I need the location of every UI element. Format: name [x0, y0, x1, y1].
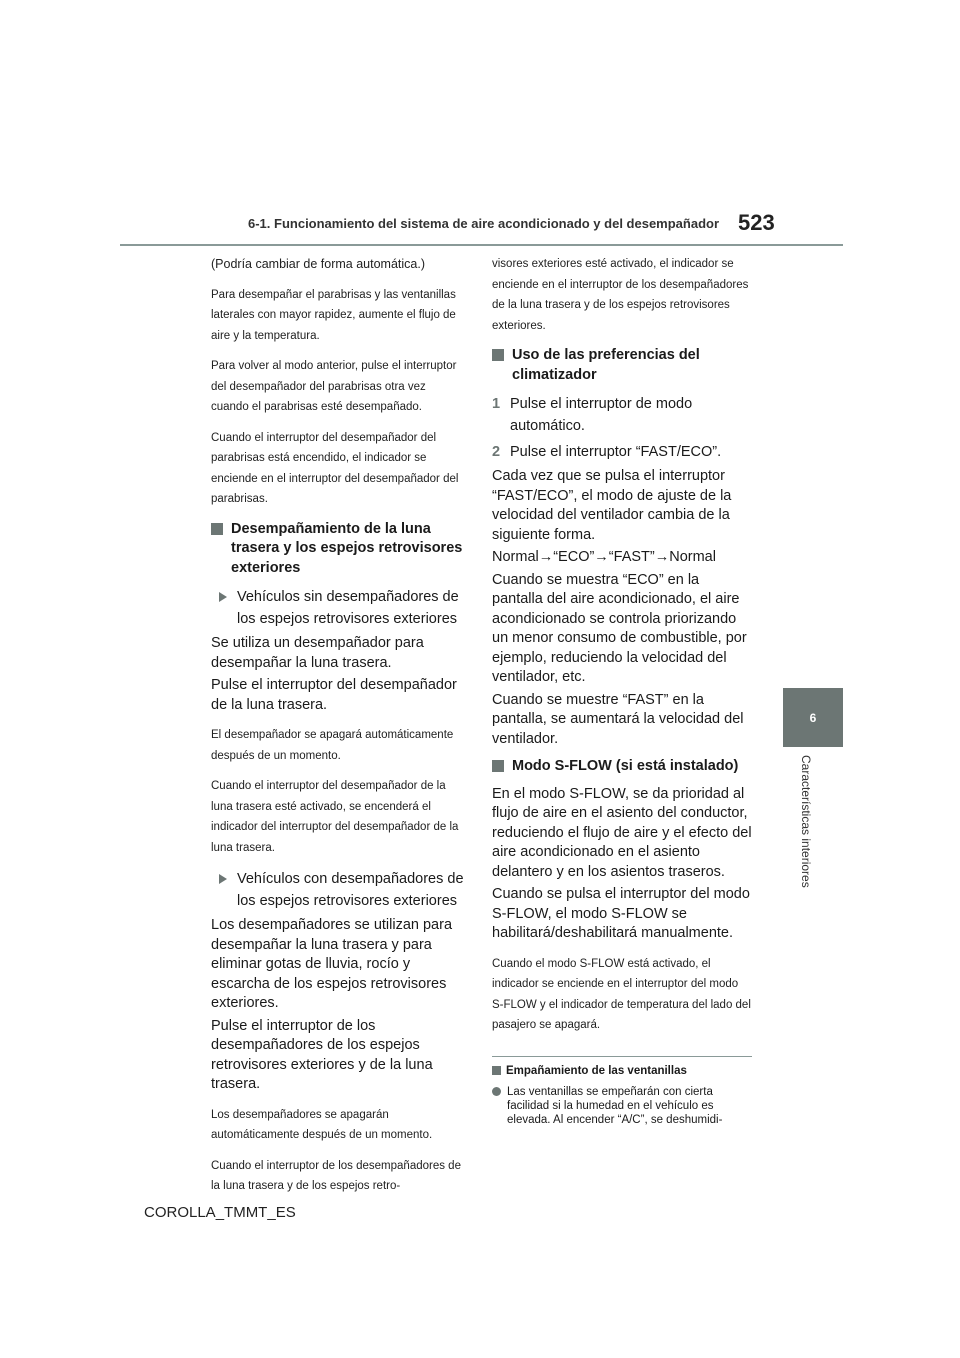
chapter-number: 6	[809, 710, 817, 725]
note-title	[492, 1063, 752, 1079]
paragraph: Los desempañadores se utilizan para desempañar la luna trasera y para eliminar gotas de lluvia, rocío y escarcha de los espejos retrovisores exteriores.	[211, 917, 453, 1011]
paragraph: Normal→“ECO”→“FAST”→Normal	[492, 549, 716, 565]
paragraph: Cuando se pulsa el interruptor del modo S-FLOW, el modo S-FLOW se habilitará/deshabilitará manualmente.	[492, 886, 750, 941]
right-column	[492, 254, 752, 1127]
square-bullet-icon	[492, 349, 504, 361]
document-code: COROLLA_TMMT_ES	[144, 1204, 296, 1221]
square-bullet-icon	[211, 523, 223, 535]
paragraph: Cuando el interruptor del desempañador de la luna trasera esté activado, se encenderá el indicador del interruptor del desempañador de la luna trasera.	[211, 780, 459, 854]
square-bullet-icon	[492, 760, 504, 772]
circle-bullet-icon	[492, 1087, 501, 1096]
step-number: 1	[492, 396, 501, 412]
square-bullet-icon	[492, 1066, 501, 1075]
section-heading	[211, 520, 466, 579]
chapter-label: Características interiores	[799, 755, 813, 888]
paragraph: Cada vez que se pulsa el interruptor “FAST/ECO”, el modo de ajuste de la velocidad del ventilador cambia de la siguiente forma.	[492, 468, 732, 543]
subheading	[211, 586, 466, 630]
section-heading	[492, 757, 752, 777]
step-text: Pulse el interruptor de modo automático.	[510, 396, 693, 434]
note-bullet	[492, 1085, 752, 1127]
note-title-text: Empañamiento de las ventanillas	[506, 1064, 687, 1077]
step-item	[492, 441, 752, 463]
step-item	[492, 393, 752, 437]
subheading-text: Vehículos con desempañadores de los espejos retrovisores exteriores	[237, 871, 464, 909]
paragraph: El desempañador se apagará automáticamente después de un momento.	[211, 729, 454, 762]
page-number: 523	[738, 210, 775, 235]
paragraph: (Podría cambiar de forma automática.)	[211, 257, 425, 271]
section-heading	[492, 346, 752, 385]
left-column	[211, 254, 466, 1207]
heading-text: Modo S-FLOW (si está instalado)	[512, 758, 739, 774]
triangle-bullet-icon	[219, 874, 227, 884]
section-title: 6-1. Funcionamiento del sistema de aire acondicionado y del desempañador	[248, 216, 720, 231]
paragraph: Pulse el interruptor del desempañador de la luna trasera.	[211, 677, 457, 713]
paragraph: Cuando se muestra “ECO” en la pantalla del aire acondicionado, el aire acondicionado se controla priorizando un menor consumo de combustible, por ejemplo, reduciendo la velocidad del ventilador, etc.	[492, 571, 747, 685]
header-divider	[120, 244, 843, 246]
paragraph: Pulse el interruptor de los desempañadores de los espejos retrovisores exteriores y de la luna trasera.	[211, 1017, 433, 1092]
note-divider	[492, 1056, 752, 1057]
paragraph: Cuando el interruptor de los desempañadores de la luna trasera y de los espejos retro-	[211, 1159, 461, 1192]
step-text: Pulse el interruptor “FAST/ECO”.	[510, 444, 722, 460]
paragraph: Cuando se muestre “FAST” en la pantalla, se aumentará la velocidad del ventilador.	[492, 691, 744, 747]
chapter-tab[interactable]	[783, 688, 843, 747]
subheading	[211, 868, 466, 912]
paragraph: visores exteriores esté activado, el indicador se enciende en el interruptor de los desempañadores de la luna trasera y de los espejos retrovisores exteriores.	[492, 258, 749, 332]
subheading-text: Vehículos sin desempañadores de los espejos retrovisores exteriores	[237, 589, 459, 627]
paragraph: En el modo S-FLOW, se da prioridad al flujo de aire en el asiento del conductor, reduciendo el flujo de aire y el efecto del aire acondicionado en el asiento delantero y en los asientos traseros.	[492, 785, 752, 880]
heading-text: Desempañamiento de la luna trasera y los espejos retrovisores exteriores	[231, 520, 463, 576]
triangle-bullet-icon	[219, 592, 227, 602]
paragraph: Para desempañar el parabrisas y las ventanillas laterales con mayor rapidez, aumente el flujo de aire y la temperatura.	[211, 288, 456, 342]
note-bullet-text: Las ventanillas se empeñarán con cierta facilidad si la humedad en el vehículo es elevada. Al encender “A/C”, se deshumidi-	[507, 1085, 723, 1126]
paragraph: Cuando el interruptor del desempañador del parabrisas está encendido, el indicador se enciende en el interruptor del desempañador del parabrisas.	[211, 431, 459, 505]
step-number: 2	[492, 444, 501, 460]
paragraph: Los desempañadores se apagarán automáticamente después de un momento.	[211, 1108, 433, 1141]
heading-text: Uso de las preferencias del climatizador	[512, 347, 700, 383]
paragraph: Se utiliza un desempañador para desempañar la luna trasera.	[211, 635, 424, 671]
paragraph: Para volver al modo anterior, pulse el interruptor del desempañador del parabrisas otra vez cuando el parabrisas esté desempañado.	[211, 360, 457, 413]
paragraph: Cuando el modo S-FLOW está activado, el indicador se enciende en el interruptor del modo S-FLOW y el indicador de temperatura del lado del pasajero se apagará.	[492, 957, 751, 1031]
